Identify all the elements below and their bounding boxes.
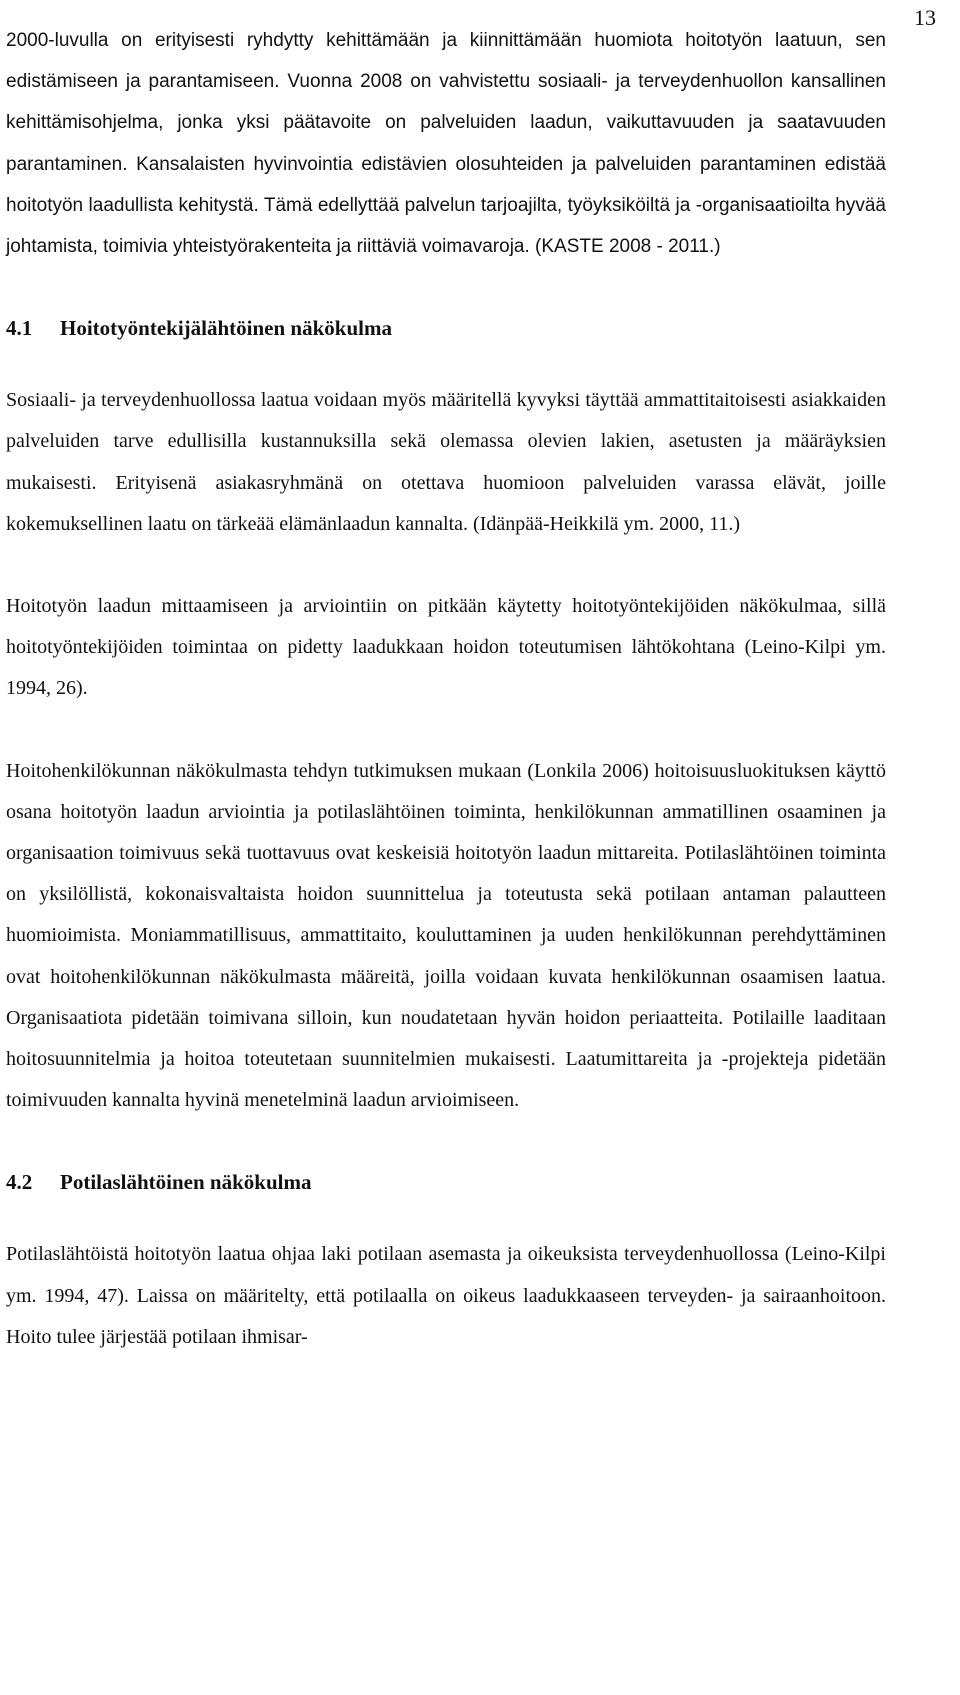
section-number: 4.1: [6, 316, 33, 341]
section-title: Hoitotyöntekijälähtöinen näkökulma: [60, 316, 392, 341]
page-body: [6, 20, 886, 1358]
section-heading-4-1: [6, 313, 886, 343]
paragraph: Hoitotyön laadun mittaamiseen ja arviointiin on pitkään käytetty hoitotyöntekijöiden näkökulmaa, sillä hoitotyöntekijöiden toimintaa on pidetty laadukkaan hoidon toteutumisen lähtökohtana (Leino-Kilpi ym. 1994, 26).: [6, 595, 886, 700]
paragraph: Potilaslähtöistä hoitotyön laatua ohjaa laki potilaan asemasta ja oikeuksista terveydenhuollossa (Leino-Kilpi ym. 1994, 47). Laissa on määritelty, että potilaalla on oikeus laadukkaaseen terveyden- ja sairaanhoitoon. Hoito tulee järjestää potilaan ihmisar-: [6, 1243, 886, 1348]
section-number: 4.2: [6, 1170, 33, 1195]
page-number: 13: [914, 5, 936, 30]
section-heading-4-2: [6, 1167, 886, 1197]
section-title: Potilaslähtöinen näkökulma: [60, 1170, 312, 1195]
paragraph: Sosiaali- ja terveydenhuollossa laatua voidaan myös määritellä kyvyksi täyttää ammattitaitoisesti asiakkaiden palveluiden tarve edullisilla kustannuksilla sekä olemassa olevien lakien, asetusten ja määräyksien mukaisesti. Erityisenä asiakasryhmänä on otettava huomioon palveluiden varassa elävät, joille kokemuksellinen laatu on tärkeää elämänlaadun kannalta. (Idänpää-Heikkilä ym. 2000, 11.): [6, 389, 886, 535]
paragraph: Hoitohenkilökunnan näkökulmasta tehdyn tutkimuksen mukaan (Lonkila 2006) hoitoisuusluokituksen käyttö osana hoitotyön laadun arviointia ja potilaslähtöinen toiminta, henkilökunnan ammatillinen osaaminen ja organisaation toimivuus sekä tuottavuus ovat keskeisiä hoitotyön laadun mittareita. Potilaslähtöinen toiminta on yksilöllistä, kokonaisvaltaista hoidon suunnittelua ja toteutusta sekä potilaan antaman palautteen huomioimista. Moniammatillisuus, ammattitaito, kouluttaminen ja uuden henkilökunnan perehdyttäminen ovat hoitohenkilökunnan näkökulmasta määreitä, joilla voidaan kuvata henkilökunnan osaamisen laatua. Organisaatiota pidetään toimivana silloin, kun noudatetaan hyvän hoidon periaatteita. Potilaille laaditaan hoitosuunnitelmia ja hoitoa toteutetaan suunnitelmien mukaisesti. Laatumittareita ja -projekteja pidetään toimivuuden kannalta hyvinä menetelminä laadun arvioimiseen.: [6, 759, 886, 1112]
intro-paragraph: 2000-luvulla on erityisesti ryhdytty kehittämään ja kiinnittämään huomiota hoitotyön laatuun, sen edistämiseen ja parantamiseen. Vuonna 2008 on vahvistettu sosiaali- ja terveydenhuollon kansallinen kehittämisohjelma, jonka yksi päätavoite on palveluiden laadun, vaikuttavuuden ja saatavuuden parantaminen. Kansalaisten hyvinvointia edistävien olosuhteiden ja palveluiden parantaminen edistää hoitotyön laadullista kehitystä. Tämä edellyttää palvelun tarjoajilta, työyksiköiltä ja -organisaatioilta hyvää johtamista, toimivia yhteistyörakenteita ja riittäviä voimavaroja. (KASTE 2008 - 2011.): [6, 30, 886, 258]
